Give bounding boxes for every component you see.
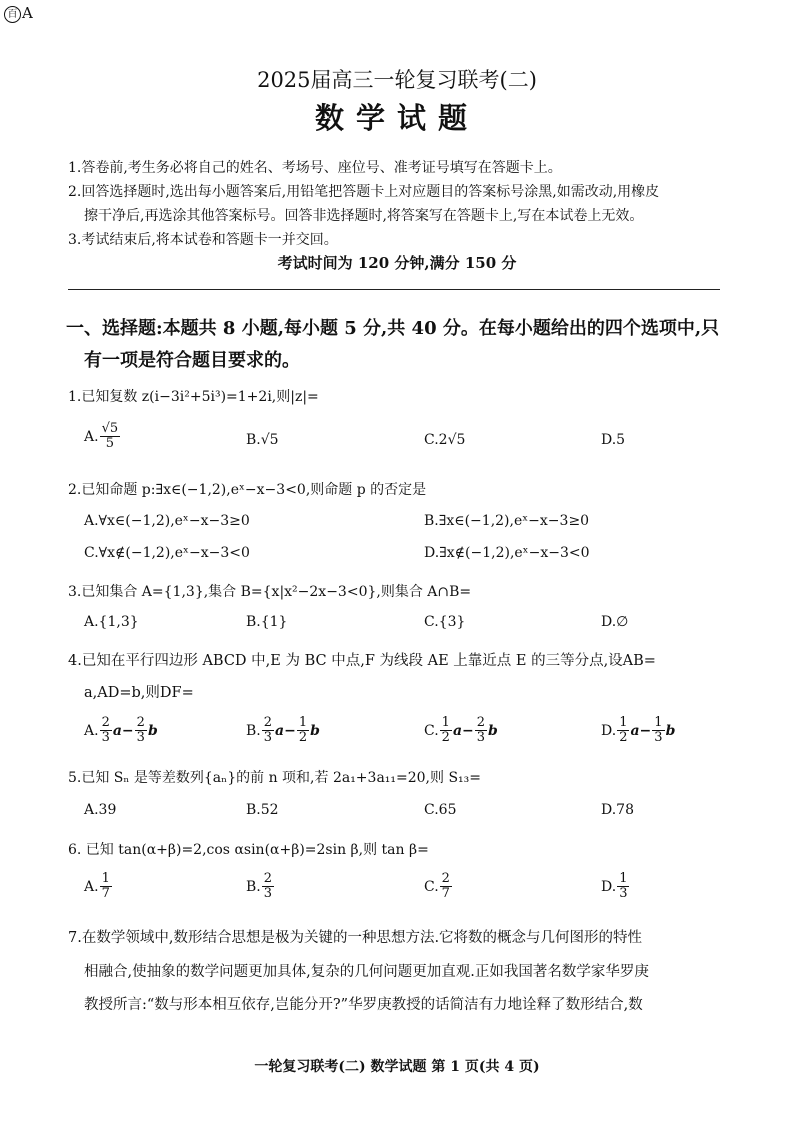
q6-c-denominator: 7: [441, 886, 450, 902]
q4-b-frac1: [262, 716, 274, 746]
q6-option-b: [246, 872, 275, 902]
q1-option-d: D.5: [601, 432, 626, 448]
q1-option-b: B.√5: [246, 432, 279, 448]
q1-a-fraction: [100, 422, 121, 452]
q4-a-num2: 2: [136, 715, 145, 730]
q1-a-label: A.: [84, 428, 99, 445]
q4-a-frac2: [135, 716, 147, 746]
q4-d-frac1: [617, 716, 629, 746]
q5-stem: 5.已知 Sₙ 是等差数列{aₙ}的前 n 项和,若 2a₁+3a₁₁=20,则 S₁₃=: [68, 770, 482, 786]
divider: [68, 289, 720, 290]
q4-d-den2: 3: [654, 730, 663, 746]
q3-option-d: D.∅: [601, 614, 629, 630]
q4-d-num2: 1: [654, 715, 663, 730]
q5-option-b: B.52: [246, 802, 279, 818]
q4-c-end: b: [488, 722, 498, 739]
q4-a-frac1: [100, 716, 112, 746]
note-2: 2.回答选择题时,选出每小题答案后,用铅笔把答题卡上对应题目的答案标号涂黑,如需改动,用橡皮: [68, 184, 660, 200]
q6-a-denominator: 7: [101, 886, 110, 902]
q4-d-mid: a−: [630, 722, 652, 739]
q6-option-d: [601, 872, 630, 902]
q6-stem: 6. 已知 tan(α+β)=2,cos αsin(α+β)=2sin β,则 tan β=: [68, 842, 429, 858]
q4-option-d: [601, 716, 675, 746]
q6-b-fraction: [262, 872, 274, 902]
corner-letter: A: [22, 4, 33, 22]
q1-option-a: [84, 422, 121, 452]
q1-a-numerator: √5: [101, 421, 119, 436]
q4-b-num2: 1: [298, 715, 308, 730]
q6-a-label: A.: [84, 878, 99, 895]
q4-option-b: [246, 716, 320, 746]
q6-option-a: [84, 872, 113, 902]
q4-d-label: D.: [601, 722, 617, 739]
q6-c-numerator: 2: [441, 871, 450, 886]
q4-d-den1: 2: [619, 730, 628, 746]
q4-b-mid: a−: [275, 722, 296, 739]
q4-option-a: [84, 716, 158, 746]
q4-c-label: C.: [424, 722, 439, 739]
exam-header: 2025届高三一轮复习联考(二): [257, 68, 537, 92]
q2-option-d: D.∃x∉(−1,2),eˣ−x−3<0: [424, 545, 590, 561]
q4-stem-cont: a,AD=b,则DF=: [84, 685, 194, 701]
section-heading: 一、选择题:本题共 8 小题,每小题 5 分,共 40 分。在每小题给出的四个选项中,只: [66, 318, 720, 339]
q5-option-d: D.78: [601, 802, 634, 818]
q4-b-num1: 2: [263, 715, 273, 730]
q4-b-den1: 3: [263, 730, 273, 746]
q3-option-a: A.{1,3}: [84, 614, 139, 630]
q4-d-num1: 1: [619, 715, 628, 730]
q6-d-fraction: [617, 872, 629, 902]
q4-a-den2: 3: [136, 730, 145, 746]
q4-c-frac1: [440, 716, 452, 746]
q6-b-denominator: 3: [263, 886, 273, 902]
corner-mark: [4, 4, 33, 23]
q1-a-denominator: 5: [105, 436, 114, 452]
q6-c-label: C.: [424, 878, 439, 895]
q7-line-2: 相融合,使抽象的数学问题更加具体,复杂的几何问题更加直观.正如我国著名数学家华罗庚: [84, 964, 649, 980]
q1-option-c: C.2√5: [424, 432, 466, 448]
q4-c-den2: 3: [476, 730, 486, 746]
q4-d-frac2: [652, 716, 664, 746]
note-1: 1.答卷前,考生务必将自己的姓名、考场号、座位号、准考证号填写在答题卡上。: [68, 160, 562, 176]
q6-b-numerator: 2: [263, 871, 273, 886]
note-2-cont: 擦干净后,再选涂其他答案标号。回答非选择题时,将答案写在答题卡上,写在本试卷上无效。: [84, 208, 644, 224]
q4-option-c: [424, 716, 498, 746]
q7-line-1: 7.在数学领域中,数形结合思想是极为关键的一种思想方法.它将数的概念与几何图形的特性: [68, 930, 643, 946]
q6-a-fraction: [100, 872, 112, 902]
note-3: 3.考试结束后,将本试卷和答题卡一并交回。: [68, 232, 338, 248]
q6-c-fraction: [440, 872, 452, 902]
q4-c-mid: a−: [452, 722, 474, 739]
q6-d-denominator: 3: [619, 886, 628, 902]
section-heading-cont: 有一项是符合题目要求的。: [84, 350, 300, 371]
q3-stem: 3.已知集合 A={1,3},集合 B={x|x²−2x−3<0},则集合 A∩B=: [68, 584, 472, 600]
exam-title: 数学试题: [314, 101, 479, 135]
q4-a-num1: 2: [101, 715, 110, 730]
q2-option-b: B.∃x∈(−1,2),eˣ−x−3≥0: [424, 513, 590, 529]
q4-a-end: b: [147, 722, 158, 739]
q4-c-den1: 2: [441, 730, 450, 746]
q3-option-c: C.{3}: [424, 614, 466, 630]
q2-stem: 2.已知命题 p:∃x∈(−1,2),eˣ−x−3<0,则命题 p 的否定是: [68, 482, 427, 498]
q4-a-mid: a−: [112, 722, 134, 739]
q6-a-numerator: 1: [101, 871, 110, 886]
page-footer: 一轮复习联考(二) 数学试题 第 1 页(共 4 页): [254, 1059, 540, 1075]
q4-d-end: b: [665, 722, 676, 739]
q4-a-label: A.: [84, 722, 99, 739]
q4-c-frac2: [475, 716, 487, 746]
q1-stem: 1.已知复数 z(i−3i²+5i³)=1+2i,则|z|=: [68, 389, 319, 405]
q4-c-num1: 1: [441, 715, 450, 730]
exam-time: 考试时间为 120 分钟,满分 150 分: [277, 254, 517, 272]
q7-line-3: 教授所言:“数与形本相互依存,岂能分开?”华罗庚教授的话简洁有力地诠释了数形结合,数: [84, 997, 643, 1013]
q2-option-c: C.∀x∉(−1,2),eˣ−x−3<0: [84, 545, 250, 561]
q4-b-label: B.: [246, 722, 261, 739]
q4-a-den1: 3: [101, 730, 110, 746]
corner-circle: 百: [4, 6, 21, 23]
q4-b-den2: 2: [298, 730, 308, 746]
q2-option-a: A.∀x∈(−1,2),eˣ−x−3≥0: [84, 513, 250, 529]
q4-b-frac2: [297, 716, 309, 746]
q3-option-b: B.{1}: [246, 614, 288, 630]
q5-option-a: A.39: [84, 802, 117, 818]
q4-stem: 4.已知在平行四边形 ABCD 中,E 为 BC 中点,F 为线段 AE 上靠近点 E 的三等分点,设AB=: [68, 653, 656, 669]
q6-d-label: D.: [601, 878, 617, 895]
q6-d-numerator: 1: [619, 871, 628, 886]
q4-c-num2: 2: [476, 715, 486, 730]
q6-option-c: [424, 872, 453, 902]
q4-b-end: b: [310, 722, 320, 739]
q5-option-c: C.65: [424, 802, 457, 818]
q6-b-label: B.: [246, 878, 261, 895]
